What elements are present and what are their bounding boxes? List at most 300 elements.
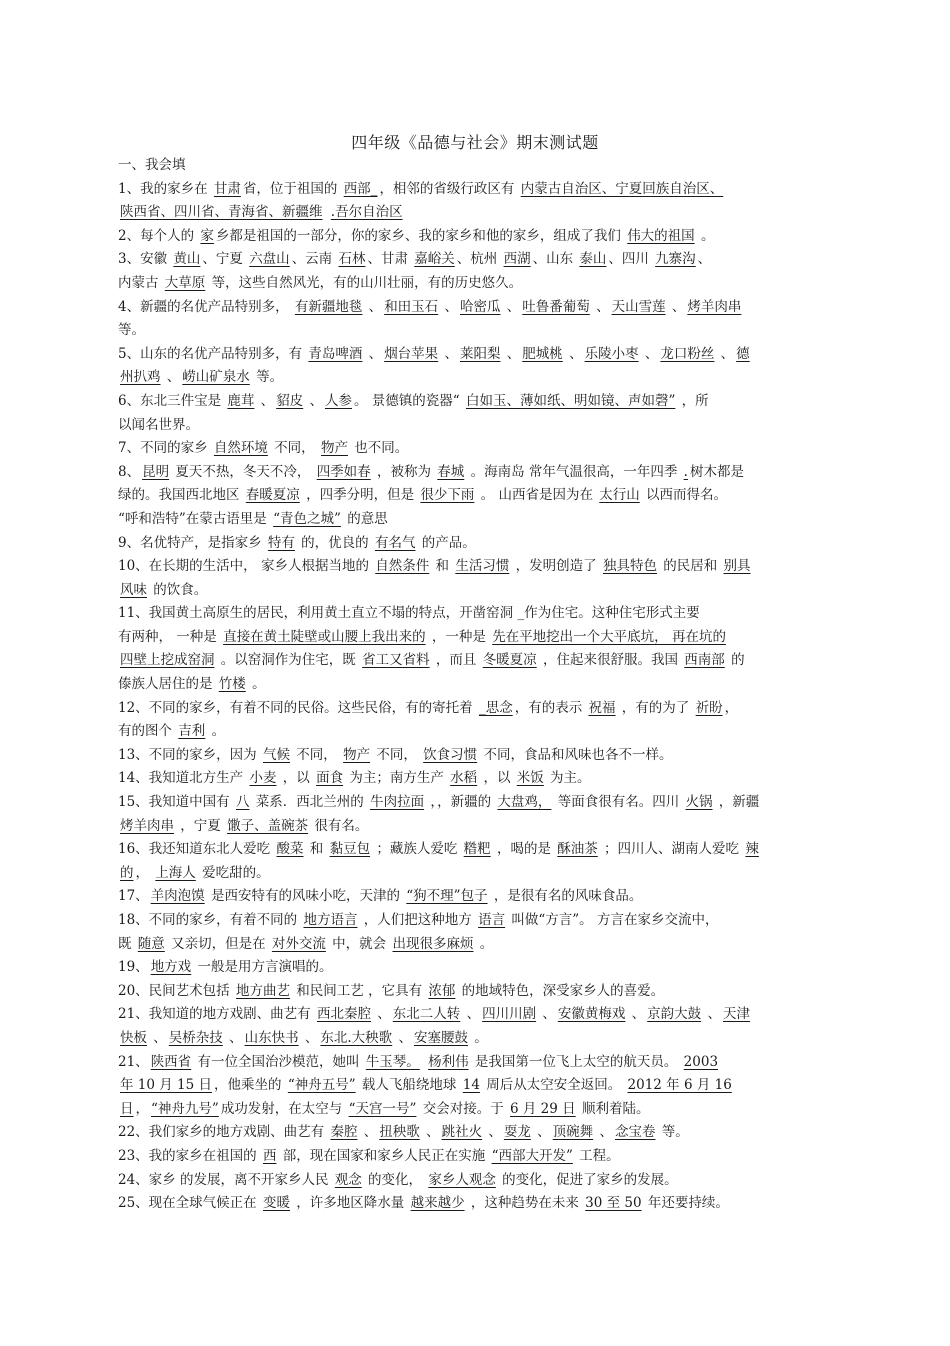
question-text: 9、名优特产，是指家乡 bbox=[118, 534, 266, 551]
question-text: 7、不同的家乡 bbox=[118, 440, 212, 457]
question-line bbox=[118, 885, 833, 909]
answer-blank: 家 bbox=[200, 227, 214, 244]
answer-blank: 耍龙 bbox=[503, 1124, 531, 1141]
answer-blank: 牛肉拉面 bbox=[370, 794, 425, 811]
question-text: 等。 bbox=[118, 322, 145, 339]
answer-blank: 青岛啤酒 bbox=[308, 345, 363, 362]
answer-blank: 天山雪莲 bbox=[611, 298, 666, 315]
answer-blank: 东北.大秧歌 bbox=[320, 1029, 393, 1046]
answer-blank: 有名气 bbox=[374, 534, 416, 551]
question-text: 等。 bbox=[251, 369, 284, 386]
question-line bbox=[118, 484, 833, 508]
answer-blank: 地方语言 bbox=[303, 912, 358, 928]
answer-blank: 2003 bbox=[683, 1053, 719, 1070]
answer-blank: 跳社火 bbox=[441, 1124, 483, 1141]
answer-blank: 安徽黄梅戏 bbox=[557, 1006, 626, 1023]
question-text: 绿的。我国西北地区 bbox=[118, 487, 244, 504]
answer-blank: 泰山 bbox=[579, 251, 607, 268]
question-line bbox=[118, 649, 833, 673]
answer-blank: 陕西省、四川省、青海省、新疆维 bbox=[120, 204, 323, 221]
question-line bbox=[118, 390, 833, 414]
question-text: 周后从太空安全返回。 bbox=[481, 1077, 626, 1094]
question-text: 4、新疆的名优产品特别多， bbox=[118, 298, 293, 315]
question-text: 2、每个人的 bbox=[118, 227, 199, 244]
question-text: 顺利着陆。 bbox=[577, 1100, 650, 1117]
question-list bbox=[118, 154, 833, 1216]
answer-blank: 米饭 bbox=[516, 770, 544, 787]
question-text: 工程。 bbox=[574, 1147, 620, 1164]
answer-blank: 酸菜 bbox=[276, 841, 304, 858]
answer-blank: 烟台苹果 bbox=[384, 345, 439, 362]
answer-blank: 貂皮 bbox=[276, 392, 304, 409]
answer-blank: 小麦 bbox=[249, 770, 277, 787]
question-text: ；藏族人爱吃 bbox=[372, 841, 462, 858]
question-text: 24、家乡 的发展，离不开家乡人民 bbox=[118, 1171, 333, 1188]
question-line bbox=[118, 1192, 833, 1216]
answer-blank: 龙口粉丝 bbox=[660, 345, 715, 362]
answer-blank: “神舟五号” bbox=[287, 1077, 356, 1094]
question-text: 5、山东的名优产品特别多，有 bbox=[118, 345, 307, 362]
answer-blank: 馓子、盖碗茶 bbox=[227, 817, 309, 834]
answer-blank: “西部大开发” bbox=[491, 1147, 573, 1164]
answer-blank: _思念 bbox=[478, 699, 513, 716]
question-text: 省，位于祖国的 bbox=[242, 180, 342, 197]
question-text: 的地域特色，深受家乡人的喜爱。 bbox=[457, 982, 665, 999]
question-text: 13、不同的家乡，因为 bbox=[118, 746, 261, 763]
answer-blank: 西南部 bbox=[684, 652, 725, 669]
question-text: 、 bbox=[502, 298, 521, 315]
question-text: 、 bbox=[716, 345, 735, 362]
question-text: 、 bbox=[667, 298, 686, 315]
question-text: 17、 bbox=[118, 888, 149, 905]
answer-blank: 烤羊肉串 bbox=[687, 298, 742, 315]
answer-blank: “青色之城” bbox=[273, 510, 341, 527]
question-text: ，喝的是 bbox=[492, 841, 556, 858]
question-text: 。 bbox=[469, 1029, 488, 1046]
answer-blank: 春城 bbox=[437, 463, 465, 480]
question-line bbox=[118, 1121, 833, 1145]
question-text: ，是很有名的风味食品。 bbox=[489, 888, 643, 905]
question-text: 叫做“方言”。 方言在家乡交流中， bbox=[507, 912, 719, 928]
question-text: 20、民间艺术包括 bbox=[118, 982, 234, 999]
question-text: 10、在长期的生活中， 家乡人根据当地的 bbox=[118, 558, 374, 575]
question-line bbox=[118, 1098, 833, 1122]
answer-blank: 九寨沟 bbox=[655, 251, 696, 268]
question-text: ， bbox=[724, 699, 739, 716]
answer-blank: 六盘山 bbox=[249, 251, 290, 268]
question-text: 、 bbox=[640, 345, 659, 362]
answer-blank: 伟大的祖国 bbox=[627, 227, 695, 244]
question-text: 、 bbox=[162, 369, 181, 386]
answer-blank: 四壁上挖成窑洞 bbox=[120, 652, 215, 669]
question-line bbox=[118, 673, 833, 697]
question-line bbox=[118, 933, 833, 957]
question-text: 菜系．西北兰州的 bbox=[251, 794, 369, 811]
question-line bbox=[118, 744, 833, 768]
question-text: ，人们把这种地方 bbox=[359, 912, 477, 928]
question-line bbox=[118, 980, 833, 1004]
question-text: 又亲切，但是在 bbox=[166, 935, 270, 952]
answer-blank: 哈密瓜 bbox=[459, 298, 501, 315]
answer-blank: 别具 bbox=[723, 558, 751, 575]
question-text: 21、 bbox=[118, 1053, 149, 1070]
question-text: 的变化， bbox=[363, 1171, 427, 1188]
question-text: 、 bbox=[364, 298, 383, 315]
answer-blank: 面食 bbox=[316, 770, 344, 787]
answer-blank: 地方曲艺 bbox=[235, 982, 290, 999]
answer-blank: 直接在黄土陡壁或山腰上我出来的 bbox=[223, 628, 426, 645]
answer-blank: 物产 bbox=[320, 440, 348, 457]
question-text: 。 bbox=[207, 723, 226, 740]
answer-blank: 越来越少 bbox=[410, 1195, 465, 1212]
answer-blank: 西湖 bbox=[503, 251, 531, 268]
question-text: 的意思 bbox=[342, 510, 388, 527]
answer-blank: 地方戏 bbox=[150, 959, 192, 976]
question-lines bbox=[118, 178, 833, 1216]
question-text: 成功发射，在太空与 bbox=[220, 1100, 347, 1117]
question-text: 、 bbox=[305, 392, 323, 409]
answer-blank: 快板 bbox=[120, 1029, 147, 1046]
answer-blank: 家乡人观念 bbox=[428, 1171, 496, 1188]
answer-blank: 内蒙古自治区、宁夏回族自治区、 bbox=[520, 180, 724, 197]
question-text: 。以窑洞作为住宅，既 bbox=[216, 652, 361, 669]
question-text: 既 bbox=[118, 935, 136, 952]
answer-blank: 祈盼 bbox=[695, 699, 723, 716]
question-line bbox=[118, 815, 833, 839]
answer-blank: 日 bbox=[120, 1100, 134, 1117]
question-text: ；四川人、湖南人爱吃 bbox=[599, 841, 744, 858]
question-text: ，新疆 bbox=[714, 794, 760, 811]
question-line bbox=[118, 532, 833, 556]
answer-blank: . bbox=[683, 463, 688, 480]
question-text: 。海南岛 常年气温很高，一年四季 bbox=[466, 463, 682, 480]
answer-blank: 辣 bbox=[745, 841, 759, 858]
answer-blank: 吐鲁番葡萄 bbox=[522, 298, 590, 315]
answer-blank: 先在平地挖出一个大平底坑， 再在坑的 bbox=[492, 628, 726, 645]
question-text: 、 bbox=[502, 345, 521, 362]
question-text: 内蒙古 bbox=[118, 274, 163, 291]
question-line bbox=[118, 1003, 833, 1027]
question-text: 和 bbox=[431, 558, 454, 575]
answer-blank: 西 bbox=[262, 1147, 277, 1164]
question-text: 14、我知道北方生产 bbox=[118, 770, 248, 787]
answer-blank: 年 10 月 15 日 bbox=[120, 1077, 213, 1094]
question-text: 年还要持续。 bbox=[643, 1195, 729, 1212]
question-text: “呼和浩特”在蒙古语里是 bbox=[118, 510, 272, 527]
question-line bbox=[118, 414, 833, 438]
answer-blank: 黄山 bbox=[173, 251, 201, 268]
question-text: ，发明创造了 bbox=[511, 558, 601, 575]
question-line bbox=[118, 720, 833, 744]
answer-blank: 自然条件 bbox=[375, 558, 430, 575]
question-text: 交会对接。于 bbox=[418, 1100, 509, 1117]
question-text: 夏天不热，冬天不冷， bbox=[171, 463, 315, 480]
answer-blank: 浓郁 bbox=[428, 982, 456, 999]
answer-blank: “狗不理”包子 bbox=[406, 888, 488, 905]
question-text: ，而且 bbox=[431, 652, 481, 669]
question-line bbox=[118, 1051, 833, 1075]
question-text: 12、不同的家乡，有着不同的民俗。这些民俗，有的寄托着 bbox=[118, 699, 477, 716]
question-line bbox=[118, 862, 833, 886]
answer-blank: 观念 bbox=[334, 1171, 362, 1188]
question-text: 的民居和 bbox=[658, 558, 722, 575]
question-text: 、 bbox=[564, 345, 583, 362]
answer-blank: .吾尔自治区 bbox=[330, 204, 403, 221]
question-text: ，许多地区降水量 bbox=[291, 1195, 409, 1212]
question-text: 有一位全国治沙模范，她叫 bbox=[193, 1053, 364, 1070]
question-line bbox=[118, 343, 833, 367]
question-text: 傣族人居住的是 bbox=[118, 676, 217, 693]
question-line bbox=[118, 248, 833, 272]
answer-blank: 对外交流 bbox=[271, 935, 326, 952]
question-text: 。 山西省是因为在 bbox=[476, 487, 598, 504]
answer-blank: 吉利 bbox=[178, 723, 206, 740]
answer-blank: 祝福 bbox=[588, 699, 616, 716]
question-text: ，有的表示 bbox=[514, 699, 587, 716]
question-line bbox=[118, 579, 833, 603]
question-line bbox=[118, 296, 833, 320]
answer-blank: 变暖 bbox=[262, 1195, 290, 1212]
question-text: 有的图个 bbox=[118, 723, 177, 740]
question-text: 、 bbox=[440, 298, 458, 315]
answer-blank: 糌粑 bbox=[463, 841, 491, 858]
question-line bbox=[118, 626, 833, 650]
answer-blank: 杨利伟 bbox=[428, 1053, 469, 1070]
answer-blank: 的 bbox=[120, 864, 134, 881]
question-text: 部，现在国家和家乡人民正在实施 bbox=[278, 1147, 490, 1164]
question-text: ，四季分明，但是 bbox=[301, 487, 419, 504]
question-text: 和 bbox=[305, 841, 328, 858]
question-text: 、宁夏 bbox=[202, 251, 248, 268]
question-line bbox=[118, 225, 833, 249]
question-line bbox=[118, 1145, 833, 1169]
answer-blank: 风味 bbox=[120, 581, 147, 598]
question-text: 中，就会 bbox=[327, 935, 391, 952]
answer-blank: 肥城桃 bbox=[522, 345, 563, 362]
question-text: ，住起来很舒服。我国 bbox=[538, 652, 683, 669]
question-text: 8、 bbox=[118, 463, 141, 480]
question-text: ，一种是 bbox=[427, 628, 491, 645]
question-text: 、 bbox=[484, 1124, 502, 1141]
question-text: 以闻名世界。 bbox=[118, 416, 199, 433]
section-heading: 一、我会填 bbox=[118, 157, 186, 173]
question-text: 、 bbox=[300, 1029, 319, 1046]
question-text: 很有名。 bbox=[310, 817, 369, 834]
answer-blank: 生活习惯 bbox=[455, 558, 510, 575]
question-text: ， bbox=[135, 864, 154, 881]
answer-blank: 顶碗舞 bbox=[552, 1124, 594, 1141]
answer-blank: 大草原 bbox=[164, 274, 206, 291]
question-text: 、 bbox=[627, 1006, 646, 1023]
answer-blank: 物产 bbox=[343, 746, 371, 763]
question-line bbox=[118, 838, 833, 862]
answer-blank: 山东快书 bbox=[244, 1029, 299, 1046]
question-text: 以西而得名。 bbox=[641, 487, 728, 504]
answer-blank: 太行山 bbox=[599, 487, 640, 504]
answer-blank: 人参 bbox=[324, 392, 352, 409]
answer-blank: 甘肃 bbox=[213, 180, 241, 197]
question-text: 、云南 bbox=[291, 251, 337, 268]
question-text: 不同， bbox=[372, 746, 422, 763]
answer-blank: 鹿茸 bbox=[227, 392, 255, 409]
answer-blank: 语言 bbox=[478, 912, 506, 928]
question-line bbox=[118, 178, 833, 202]
answer-blank: 黏豆包 bbox=[329, 841, 371, 858]
question-line bbox=[118, 1169, 833, 1193]
question-text: 15、我知道中国有 bbox=[118, 794, 234, 811]
answer-blank: 14 bbox=[462, 1077, 480, 1094]
answer-blank: 酥油茶 bbox=[557, 841, 598, 858]
question-line bbox=[118, 272, 833, 296]
answer-blank: 吴桥杂技 bbox=[168, 1029, 223, 1046]
answer-blank: 嘉峪关 bbox=[414, 251, 455, 268]
answer-blank: 西北秦腔 bbox=[316, 1006, 371, 1023]
question-text: ，被称为 bbox=[372, 463, 436, 480]
question-text: 6、东北三件宝是 bbox=[118, 392, 226, 409]
question-text: ，所 bbox=[677, 392, 709, 409]
question-line bbox=[118, 909, 833, 933]
question-text: 1、我的家乡在 bbox=[118, 180, 212, 197]
question-text: 乡都是祖国的一部分，你的家乡、我的家乡和他的家乡，组成了我们 bbox=[215, 227, 626, 244]
question-line bbox=[118, 791, 833, 815]
question-text: 不同， bbox=[269, 440, 319, 457]
question-text: ，以 bbox=[479, 770, 515, 787]
question-text: 和民间工艺 ，它具有 bbox=[291, 982, 427, 999]
question-text: 等。 bbox=[657, 1124, 689, 1141]
answer-blank: 州扒鸡 bbox=[120, 369, 161, 386]
question-text: 、 bbox=[532, 1124, 551, 1141]
question-text: 、 bbox=[359, 1124, 378, 1141]
question-text: 为主。 bbox=[545, 770, 591, 787]
question-text: 的变化，促进了家乡的发展。 bbox=[497, 1171, 678, 1188]
question-text: ， bbox=[135, 1100, 149, 1117]
question-line bbox=[118, 437, 833, 461]
answer-blank: 念宝卷 bbox=[614, 1124, 656, 1141]
answer-blank: 大盘鸡， bbox=[497, 794, 552, 811]
question-text: 、 bbox=[256, 392, 275, 409]
question-text: ，宁夏 bbox=[176, 817, 226, 834]
question-line bbox=[118, 508, 833, 532]
question-text: 是我国第一位飞上太空的航天员。 bbox=[470, 1053, 682, 1070]
question-text: 。 bbox=[475, 935, 494, 952]
answer-blank: 西部_ bbox=[343, 180, 378, 197]
answer-blank: 四川川剧 bbox=[482, 1006, 537, 1023]
answer-blank: 牛玉琴。 bbox=[365, 1053, 420, 1070]
answer-blank: 石林 bbox=[338, 251, 366, 268]
answer-blank: 冬暖夏凉 bbox=[482, 652, 537, 669]
answer-blank: 东北二人转 bbox=[392, 1006, 461, 1023]
answer-blank: 特有 bbox=[267, 534, 295, 551]
answer-blank: 独具特色 bbox=[602, 558, 657, 575]
question-text: ，这种趋势在未来 bbox=[466, 1195, 584, 1212]
question-text: ，，新疆的 bbox=[426, 794, 496, 811]
question-text: 一般是用方言演唱的。 bbox=[193, 959, 333, 976]
question-text: 、 bbox=[149, 1029, 167, 1046]
question-text: 21、我知道的地方戏剧、曲艺有 bbox=[118, 1006, 315, 1023]
question-text: 、 bbox=[697, 251, 712, 268]
question-text: 的饮食。 bbox=[149, 581, 208, 598]
answer-blank: 安塞腰鼓 bbox=[413, 1029, 468, 1046]
answer-blank: 昆明 bbox=[142, 463, 170, 480]
question-text: ，相邻的省级行政区有 bbox=[379, 180, 519, 197]
question-text: 、 bbox=[703, 1006, 721, 1023]
question-text: ，以 bbox=[278, 770, 315, 787]
question-text: 载人飞船绕地球 bbox=[357, 1077, 461, 1094]
answer-blank: 上海人 bbox=[155, 864, 196, 881]
question-text: 、 bbox=[372, 1006, 391, 1023]
question-text: 16、我还知道东北人爱吃 bbox=[118, 841, 275, 858]
answer-blank: 秦腔 bbox=[330, 1124, 358, 1141]
question-text: 是西安特有的风味小吃，天津的 bbox=[206, 888, 405, 905]
answer-blank: 和田玉石 bbox=[384, 298, 439, 315]
question-text: 。 景德镇的瓷器“ bbox=[353, 392, 464, 409]
question-text: 的产品。 bbox=[417, 534, 476, 551]
answer-blank: 天津 bbox=[722, 1006, 750, 1023]
page-title: 四年级《品德与社会》期末测试题 bbox=[351, 133, 599, 152]
answer-blank: 气候 bbox=[262, 746, 290, 763]
answer-blank: “天宫一号” bbox=[348, 1100, 417, 1117]
answer-blank: “神舟九号” bbox=[151, 1100, 219, 1117]
question-text: 、 bbox=[595, 1124, 613, 1141]
question-text: 18、不同的家乡，有着不同的 bbox=[118, 912, 302, 928]
question-text: 、 bbox=[224, 1029, 243, 1046]
question-text: 19、 bbox=[118, 959, 149, 976]
question-line bbox=[118, 461, 833, 485]
question-text: 等面食很有名。四川 bbox=[553, 794, 684, 811]
question-text: 、 bbox=[364, 345, 383, 362]
question-line bbox=[118, 956, 833, 980]
answer-blank: 2012 年 6 月 16 bbox=[627, 1077, 732, 1094]
question-text: 22、我们家乡的地方戏剧、曲艺有 bbox=[118, 1124, 329, 1141]
question-text: 不同，食品和风味也各不一样。 bbox=[479, 746, 673, 763]
question-text: 为主；南方生产 bbox=[345, 770, 449, 787]
answer-blank: 崂山矿泉水 bbox=[182, 369, 250, 386]
question-text: 3、安徽 bbox=[118, 251, 172, 268]
question-line bbox=[118, 697, 833, 721]
question-line bbox=[118, 555, 833, 579]
answer-blank: 6 月 29 日 bbox=[510, 1100, 576, 1117]
question-line bbox=[118, 1074, 833, 1098]
answer-blank: 竹楼 bbox=[218, 676, 246, 693]
answer-blank: 烤羊肉串 bbox=[120, 817, 174, 834]
question-text: 、 bbox=[538, 1006, 556, 1023]
answer-blank: 八 bbox=[235, 794, 250, 811]
question-line bbox=[118, 767, 833, 791]
question-text: 、杭州 bbox=[456, 251, 502, 268]
question-text: 等，这些自然风光，有的山川壮丽，有的历史悠久。 bbox=[207, 274, 523, 291]
answer-blank: 饮食习惯 bbox=[423, 746, 478, 763]
question-text: 的 bbox=[726, 652, 745, 669]
answer-blank: 陕西省 bbox=[150, 1053, 192, 1070]
question-text: 树木都是 bbox=[689, 463, 744, 480]
question-text: 也不同。 bbox=[349, 440, 409, 457]
question-text: 爱吃甜的。 bbox=[197, 864, 270, 881]
answer-blank: 羊肉泡馍 bbox=[150, 888, 205, 905]
answer-blank: 乐陵小枣 bbox=[584, 345, 639, 362]
question-text: 、甘肃 bbox=[367, 251, 413, 268]
question-text: 11、我国黄土高原生的居民，利用黄土直立不塌的特点，开凿窑洞 _作为住宅。这种住宅形式主要 bbox=[118, 605, 700, 622]
answer-blank: 白如玉、薄如纸、明如镜、声如磬” bbox=[465, 392, 676, 409]
question-text: 23、我的家乡在祖国的 bbox=[118, 1147, 261, 1164]
question-text: ，有的为了 bbox=[617, 699, 694, 716]
answer-blank: 扭秧歌 bbox=[379, 1124, 420, 1141]
answer-blank: 自然环境 bbox=[213, 440, 268, 457]
answer-blank: 随意 bbox=[137, 935, 165, 952]
answer-blank: 30 至 50 bbox=[585, 1195, 642, 1212]
question-text: 。 bbox=[247, 676, 266, 693]
question-line bbox=[118, 201, 833, 225]
answer-blank: 德 bbox=[736, 345, 750, 362]
